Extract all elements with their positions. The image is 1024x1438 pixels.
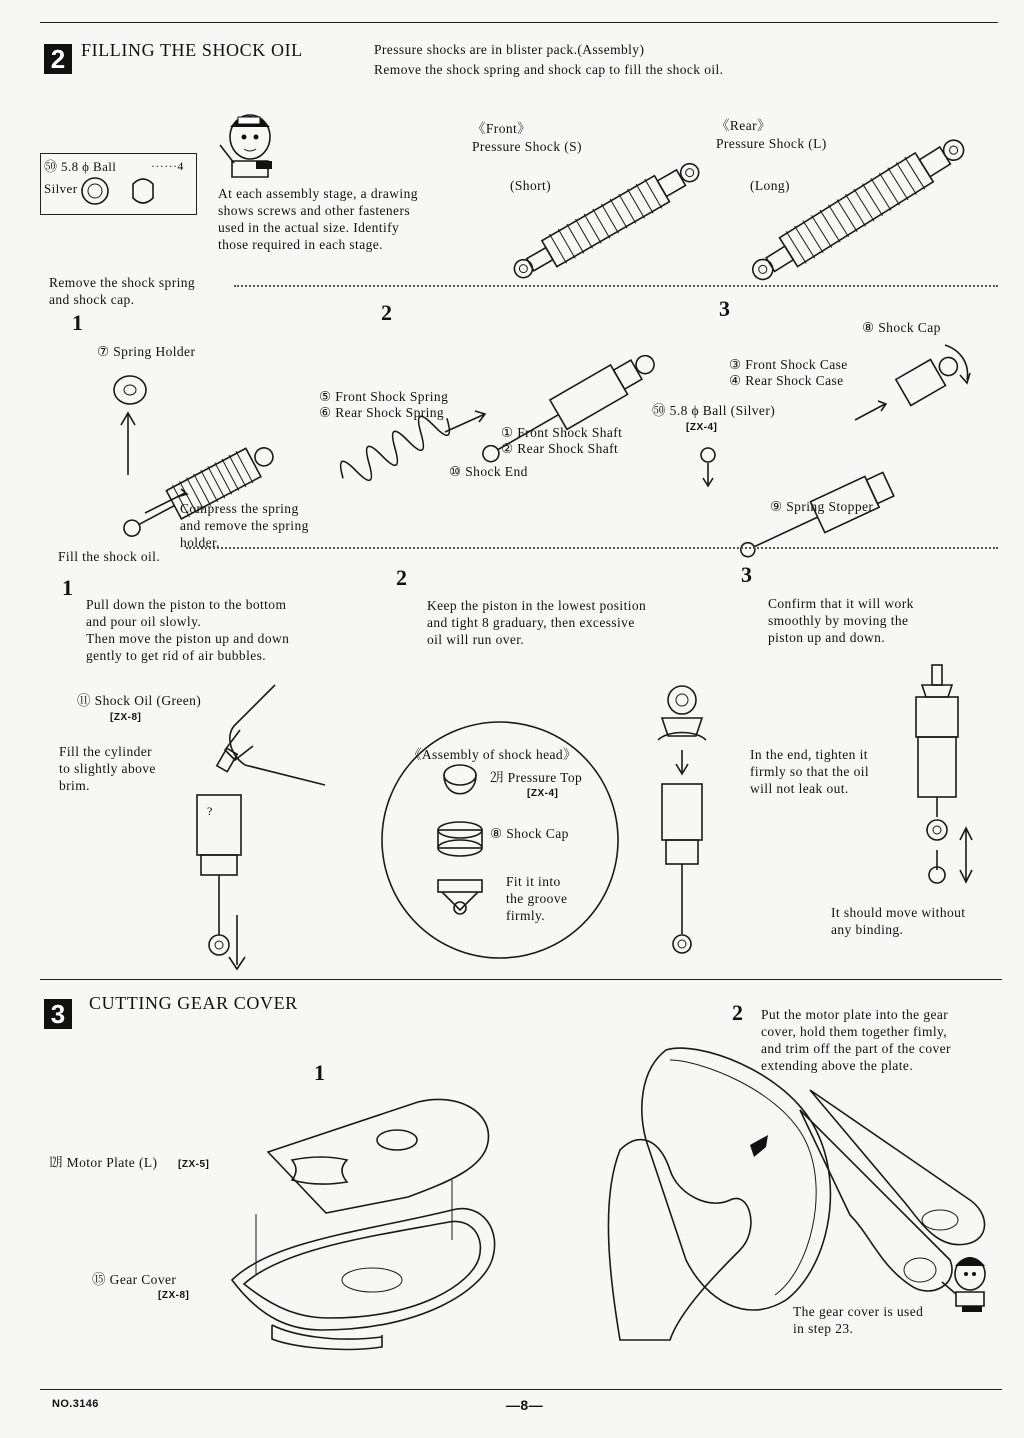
- fill-step1-drawing: [185, 675, 345, 975]
- shock-head-title: 《Assembly of shock head》: [408, 747, 577, 762]
- ball-drawing: [41, 154, 196, 214]
- section-badge: 2: [44, 44, 72, 74]
- remove-step2-drawing: [325, 312, 655, 512]
- rear-shock-drawing: [740, 130, 970, 270]
- fill-step-1: 1: [62, 575, 73, 600]
- parts-box: [40, 153, 197, 215]
- spring-stopper-label: ⑨ Spring Stopper: [770, 499, 874, 514]
- fill-step-2: 2: [396, 565, 407, 590]
- parts-box-qty: ······4: [151, 159, 184, 173]
- gear-cover-drawing: [222, 1100, 502, 1360]
- front-shock-size: (Short): [510, 178, 552, 193]
- svg-text:?: ?: [207, 804, 213, 818]
- spring-holder-label: ⑦ Spring Holder: [97, 344, 196, 359]
- shock-end-label: ⑩ Shock End: [449, 464, 528, 479]
- shock-oil-label: ⑪ Shock Oil (Green): [77, 693, 202, 708]
- remove-step-3: 3: [719, 296, 730, 321]
- shock-case-labels: ③ Front Shock Case ④ Rear Shock Case: [729, 357, 848, 388]
- motor-plate-code: [ZX-5]: [178, 1159, 210, 1170]
- remove-step1-drawing: [95, 365, 275, 515]
- mascot-note: At each assembly stage, a drawing shows screws and other fasteners used in the actual size. Identify those required in each stage.: [218, 186, 418, 252]
- parts-box-label: Silver: [44, 181, 78, 196]
- remove-dotted-rule: [234, 285, 998, 287]
- rear-shock-size: (Long): [750, 178, 790, 193]
- shock-head-circle: [380, 730, 620, 970]
- top-rule: [40, 22, 998, 23]
- fill-caption: Fill the shock oil.: [58, 549, 161, 564]
- gear-cover-note: The gear cover is used in step 23.: [793, 1304, 924, 1336]
- fill-step3-text: Confirm that it will work smoothly by moving the piston up and down.: [768, 596, 914, 645]
- trimming-drawing: [600, 1040, 990, 1340]
- model-number: NO.3146: [52, 1398, 99, 1410]
- assembly-shock-cap-label: ⑧ Shock Cap: [490, 826, 569, 841]
- parts-box-part: ㊿ 5.8 ϕ Ball: [44, 159, 117, 174]
- motor-plate-label: ㋋ Motor Plate (L): [49, 1155, 158, 1170]
- remove-step-1: 1: [72, 310, 83, 335]
- shock-cap-label: ⑧ Shock Cap: [862, 320, 941, 335]
- section-title: FILLING THE SHOCK OIL: [81, 40, 303, 60]
- front-shock-drawing: [505, 145, 705, 275]
- section3-title: CUTTING GEAR COVER: [89, 993, 298, 1013]
- remove-step3-drawing: [690, 335, 990, 515]
- mascot-illustration: [210, 105, 290, 185]
- section-intro: Pressure shocks are in blister pack.(Assembly) Remove the shock spring and shock cap to fill the shock oil.: [374, 42, 724, 77]
- section3-badge: 3: [44, 999, 72, 1029]
- fill-step2-shock-drawing: [640, 680, 730, 970]
- pressure-top-label: ㋁ Pressure Top: [490, 770, 583, 785]
- gear-cover-code: [ZX-8]: [158, 1290, 190, 1301]
- shaft-labels: ① Front Shock Shaft ② Rear Shock Shaft: [501, 425, 623, 456]
- fill-step2-text: Keep the piston in the lowest position and tight 8 graduary, then excessive oil will run over.: [427, 598, 647, 647]
- remove-step-2: 2: [381, 300, 392, 325]
- ball-label: ㊿ 5.8 ϕ Ball (Silver): [652, 403, 776, 418]
- fill-cylinder-note: Fill the cylinder to slightly above brim.: [59, 744, 156, 793]
- section3-step-1: 1: [314, 1060, 325, 1085]
- remove-caption: Remove the shock spring and shock cap.: [49, 275, 196, 307]
- fill-step1-text: Pull down the piston to the bottom and pour oil slowly. Then move the piston up and down gently to get rid of air bubbles.: [86, 597, 290, 663]
- fill-dotted-rule: [186, 547, 998, 549]
- page-number: —8—: [506, 1397, 543, 1413]
- front-shock-label: 《Front》 Pressure Shock (S): [472, 121, 582, 154]
- compress-note: Compress the spring and remove the spring holder.: [180, 501, 309, 550]
- gear-cover-label: ⑮ Gear Cover: [92, 1272, 177, 1287]
- section3-step-2: 2: [732, 1000, 743, 1025]
- mascot-small-illustration: [940, 1252, 1000, 1316]
- fill-step3-drawing: [900, 660, 990, 900]
- section3-rule: [40, 979, 1002, 980]
- spring-labels: ⑤ Front Shock Spring ⑥ Rear Shock Spring: [319, 389, 449, 420]
- rear-shock-label: 《Rear》 Pressure Shock (L): [716, 118, 827, 151]
- shock-oil-code: [ZX-8]: [110, 712, 142, 723]
- ball-code: [ZX-4]: [686, 422, 718, 433]
- pressure-top-code: [ZX-4]: [527, 788, 559, 799]
- tighten-note: In the end, tighten it firmly so that the oil will not leak out.: [750, 747, 870, 796]
- groove-note: Fit it into the groove firmly.: [506, 874, 568, 923]
- footer-rule: [40, 1389, 1002, 1390]
- fill-step-3: 3: [741, 562, 752, 587]
- section3-step2-text: Put the motor plate into the gear cover, hold them together fimly, and trim off the part of the cover extending above the plate.: [761, 1007, 951, 1073]
- binding-note: It should move without any binding.: [831, 905, 966, 937]
